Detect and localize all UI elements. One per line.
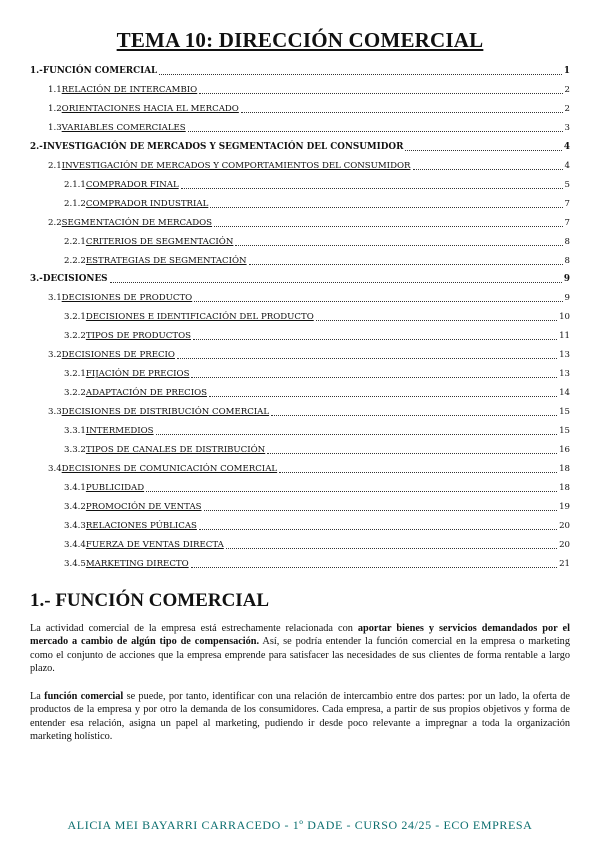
toc-page-number: 7 <box>564 217 570 228</box>
toc-leader <box>110 281 562 283</box>
toc-page-number: 20 <box>559 520 570 531</box>
toc-page-number: 4 <box>564 160 570 171</box>
toc-label: DECISIONES DE DISTRIBUCIÓN COMERCIAL <box>61 407 270 418</box>
toc-leader <box>199 92 562 94</box>
toc-label: SEGMENTACIÓN DE MERCADOS <box>61 217 213 228</box>
toc-leader <box>279 471 557 473</box>
toc-leader <box>191 376 557 378</box>
toc-entry[interactable] <box>48 462 570 476</box>
toc-entry[interactable] <box>64 310 570 324</box>
toc-label: PUBLICIDAD <box>85 482 145 493</box>
toc-leader <box>235 244 562 246</box>
toc-leader <box>316 319 557 321</box>
toc-number: 3.3.1 <box>64 426 86 437</box>
paragraph-2: La función comercial se puede, por tanto, identificar con una relación de intercambio entre dos partes: por un lado, la oferta de productos de la empresa y por otro la demanda de los consumidores. Cada empresa, a partir de sus propios objetivos y forma de entender esa relación, asigna un papel al marketing, pudiendo ir desde poco relevante a impregnar a toda la organización marketing holístico. <box>30 691 570 743</box>
toc-page-number: 13 <box>559 369 570 380</box>
toc-leader <box>405 149 561 151</box>
toc-page-number: 14 <box>559 388 570 399</box>
toc-entry[interactable] <box>30 64 570 78</box>
toc-number: 3.2.2 <box>64 331 86 342</box>
toc-number: 1.- <box>30 66 43 76</box>
toc-number: 2.- <box>30 141 43 152</box>
toc-label: DECISIONES DE PRODUCTO <box>61 293 193 304</box>
toc-number: 3.2.2 <box>64 388 86 399</box>
paragraph-1: La actividad comercial de la empresa está estrechamente relacionada con aportar bienes y servicios demandados por el mercado a cambio de algún tipo de compensación. Así, se podría entender la función comercial en la empresa o marketing como el conjunto de acciones que la empresa emprende para satisfacer las necesidades de sus clientes de forma rentable a largo plazo. <box>30 623 570 675</box>
document-title: TEMA 10: DIRECCIÓN COMERCIAL <box>116 28 484 52</box>
toc-number: 3.3 <box>48 407 62 418</box>
toc-entry[interactable] <box>48 216 570 230</box>
toc-number: 2.2.1 <box>64 236 86 247</box>
toc-entry[interactable] <box>64 329 570 343</box>
toc-entry[interactable] <box>64 481 570 495</box>
toc-leader <box>249 263 563 265</box>
toc-label: COMPRADOR FINAL <box>85 179 179 190</box>
toc-number: 3.4.2 <box>64 501 86 512</box>
toc-number: 2.1 <box>48 160 62 171</box>
toc-entry[interactable] <box>64 235 570 249</box>
toc-leader <box>271 414 557 416</box>
toc-page-number: 13 <box>559 350 570 361</box>
toc-page-number: 11 <box>559 331 570 342</box>
toc-entry[interactable] <box>48 348 570 362</box>
toc-label: RELACIÓN DE INTERCAMBIO <box>61 84 198 95</box>
toc-label: VARIABLES COMERCIALES <box>61 122 186 133</box>
toc-entry[interactable] <box>30 140 570 154</box>
toc-page-number: 3 <box>564 122 570 133</box>
toc-label: DECISIONES DE COMUNICACIÓN COMERCIAL <box>61 463 278 474</box>
toc-label: TIPOS DE PRODUCTOS <box>85 331 192 342</box>
toc-entry[interactable] <box>64 254 570 268</box>
toc-leader <box>226 547 557 549</box>
toc-number: 3.3.2 <box>64 445 86 455</box>
toc-number: 3.4.5 <box>64 558 86 569</box>
toc-label: CRITERIOS DE SEGMENTACIÓN <box>85 236 234 247</box>
toc-entry[interactable] <box>64 178 570 192</box>
toc-label: COMPRADOR INDUSTRIAL <box>85 198 209 209</box>
toc-entry[interactable] <box>48 83 570 97</box>
toc-number: 3.1 <box>48 293 62 304</box>
toc-label: ORIENTACIONES HACIA EL MERCADO <box>61 103 239 114</box>
toc-number: 3.4.1 <box>64 482 86 493</box>
toc-page-number: 18 <box>559 463 570 474</box>
toc-number: 3.4.4 <box>64 539 86 550</box>
toc-page-number: 16 <box>559 445 570 455</box>
toc-entry[interactable] <box>30 272 570 286</box>
toc-number: 3.2.1 <box>64 369 86 380</box>
toc-entry[interactable] <box>48 291 570 305</box>
toc-label: DECISIONES DE PRECIO <box>61 350 175 361</box>
toc-entry[interactable] <box>64 443 570 457</box>
toc-label: ESTRATEGIAS DE SEGMENTACIÓN <box>85 255 247 266</box>
toc-number: 3.4.3 <box>64 520 86 531</box>
toc-label: INVESTIGACIÓN DE MERCADOS Y COMPORTAMIENTOS DEL CONSUMIDOR <box>61 160 411 171</box>
toc-page-number: 10 <box>559 312 570 323</box>
toc-entry[interactable] <box>64 500 570 514</box>
toc-label: DECISIONES E IDENTIFICACIÓN DEL PRODUCTO <box>85 312 314 323</box>
toc-leader <box>267 452 557 454</box>
toc-label: INVESTIGACIÓN DE MERCADOS Y SEGMENTACIÓN DEL CONSUMIDOR <box>42 141 404 152</box>
toc-label: FUERZA DE VENTAS DIRECTA <box>85 539 224 550</box>
toc-leader <box>209 395 557 397</box>
toc-label: PROMOCIÓN DE VENTAS <box>85 501 202 512</box>
toc-entry[interactable] <box>48 121 570 135</box>
toc-leader <box>210 206 562 208</box>
toc-number: 2.2 <box>48 217 62 228</box>
toc-page-number: 15 <box>559 407 570 418</box>
toc-entry[interactable] <box>64 424 570 438</box>
toc-entry[interactable] <box>48 159 570 173</box>
toc-page-number: 19 <box>559 501 570 512</box>
toc-entry[interactable] <box>64 538 570 552</box>
toc-page-number: 15 <box>559 426 570 437</box>
toc-number: 1.1 <box>48 84 62 95</box>
toc-entry[interactable] <box>64 519 570 533</box>
toc-number: 1.2 <box>48 103 62 114</box>
toc-entry[interactable] <box>64 367 570 381</box>
toc-label: TIPOS DE CANALES DE DISTRIBUCIÓN <box>85 445 266 455</box>
toc-leader <box>156 433 558 435</box>
toc-leader <box>214 225 562 227</box>
toc-leader <box>413 168 563 170</box>
toc-leader <box>193 338 557 340</box>
toc-leader <box>188 130 563 132</box>
toc-leader <box>204 509 558 511</box>
toc-leader <box>194 300 562 302</box>
toc-page-number: 8 <box>564 255 570 266</box>
toc-page-number: 2 <box>564 103 570 114</box>
toc-leader <box>146 490 557 492</box>
toc-number: 3.4 <box>48 463 62 474</box>
toc-entry[interactable] <box>48 405 570 419</box>
toc-page-number: 7 <box>564 198 570 209</box>
toc-number: 2.1.1 <box>64 179 86 190</box>
toc-label: FUNCIÓN COMERCIAL <box>42 66 158 76</box>
toc-leader <box>181 187 563 189</box>
toc-number: 2.2.2 <box>64 255 86 266</box>
toc-number: 3.2.1 <box>64 312 86 323</box>
toc-page-number: 18 <box>559 482 570 493</box>
toc-label: DECISIONES <box>42 274 108 285</box>
toc-leader <box>159 73 562 75</box>
toc-label: INTERMEDIOS <box>85 426 154 437</box>
toc-leader <box>241 111 563 113</box>
toc-leader <box>191 566 557 568</box>
toc-page-number: 20 <box>559 539 570 550</box>
toc-number: 2.1.2 <box>64 198 86 209</box>
toc-label: ADAPTACIÓN DE PRECIOS <box>85 388 208 399</box>
toc-page-number: 8 <box>564 236 570 247</box>
toc-page-number: 5 <box>564 179 570 190</box>
toc-page-number: 4 <box>563 141 570 152</box>
toc-page-number: 9 <box>563 274 570 285</box>
toc-page-number: 21 <box>559 558 570 569</box>
toc-page-number: 1 <box>563 66 570 76</box>
toc-label: MARKETING DIRECTO <box>85 558 189 569</box>
toc-entry[interactable] <box>64 386 570 400</box>
toc-number: 1.3 <box>48 122 62 133</box>
toc-entry[interactable] <box>48 102 570 116</box>
toc-number: 3.2 <box>48 350 62 361</box>
toc-page-number: 2 <box>564 84 570 95</box>
toc-leader <box>199 528 557 530</box>
page-footer: ALICIA MEI BAYARRI CARRACEDO - 1º DADE - CURSO 24/25 - ECO EMPRESA <box>67 818 533 832</box>
toc-entry[interactable] <box>64 197 570 211</box>
toc-page-number: 9 <box>564 293 570 304</box>
toc-entry[interactable] <box>64 557 570 571</box>
toc-number: 3.- <box>30 274 43 285</box>
toc-label: RELACIONES PÚBLICAS <box>85 520 197 531</box>
toc-label: FIJACIÓN DE PRECIOS <box>85 369 190 380</box>
section-heading: 1.- FUNCIÓN COMERCIAL <box>30 590 270 611</box>
toc-leader <box>177 357 557 359</box>
